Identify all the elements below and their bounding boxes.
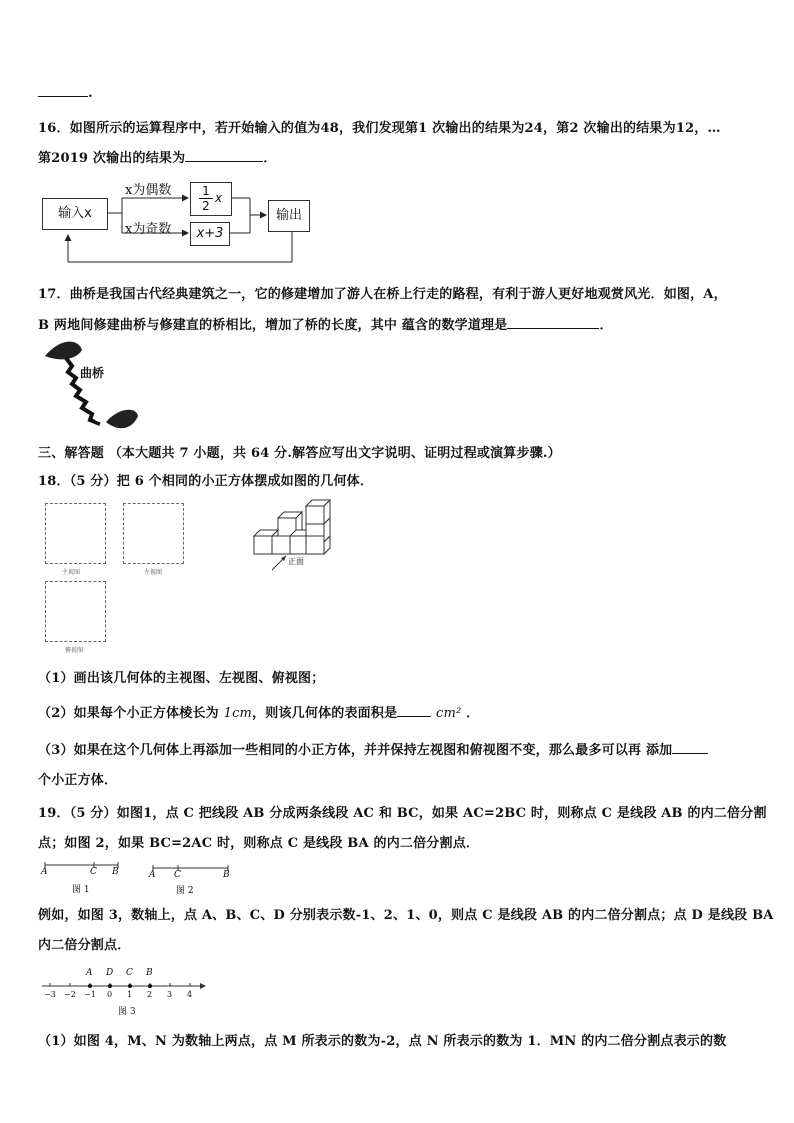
fig2-point-a: A xyxy=(149,870,156,880)
odd-condition: x为奇数 xyxy=(125,222,172,237)
q18-sub3-line2: 个小正方体． xyxy=(38,773,118,788)
q15-answer-line xyxy=(38,84,93,101)
q19-line2: 点；如图 2，如果 BC=2AC 时，则称点 C 是线段 BA 的内二倍分割点． xyxy=(38,836,480,851)
answer-blank[interactable] xyxy=(185,149,263,162)
fig3-tick-2: 2 xyxy=(147,990,153,999)
top-view-caption: 俯视图 xyxy=(65,647,84,654)
fig3-tick-neg2: −2 xyxy=(64,990,76,999)
input-box: 输入x xyxy=(42,198,108,230)
q16-line2-text: 第2019 次输出的结果为 xyxy=(38,151,186,166)
left-view-caption: 左视图 xyxy=(144,569,163,576)
fig2-point-c: C xyxy=(174,870,181,880)
fig3-tick-0: 0 xyxy=(107,990,113,999)
fig3-tick-3: 3 xyxy=(167,990,173,999)
fig3-tick-neg3: −3 xyxy=(44,990,56,999)
fraction-den: 2 xyxy=(202,199,210,213)
q17-line2 xyxy=(38,314,613,333)
bridge-illustration xyxy=(40,336,140,436)
answer-blank[interactable] xyxy=(507,316,599,329)
q18-unit: 1cm xyxy=(223,706,253,721)
flowchart xyxy=(40,178,320,268)
q18-sub3-text: （3）如果在这个几何体上再添加一些相同的小正方体，并并保持左视图和俯视图不变，那么最多可以再 添加 xyxy=(38,743,673,758)
q17-line2-text: B 两地间修建曲桥与修建直的桥相比，增加了桥的长度，其中 蕴含的数学道理是 xyxy=(38,318,508,333)
q19-sub1: （1）如图 4，M、N 为数轴上两点，点 M 所表示的数为-2，点 N 所表示的数为 1．MN 的内二倍分割点表示的数 xyxy=(38,1034,727,1049)
fig3-point-b: B xyxy=(146,968,153,978)
fig3-tick-4: 4 xyxy=(187,990,193,999)
fig1-point-a: A xyxy=(41,867,48,877)
fig2-point-b: B xyxy=(223,870,230,880)
front-direction-label: 正面 xyxy=(288,557,304,566)
q16-line2-end: ． xyxy=(263,151,277,166)
fraction-num: 1 xyxy=(199,184,213,199)
fig3-point-a: A xyxy=(86,968,93,978)
fig3-tick-1: 1 xyxy=(127,990,133,999)
q17-line1: 17．曲桥是我国古代经典建筑之一，它的修建增加了游人在桥上行走的路程，有利于游人更好地观赏风光．如图，A， xyxy=(38,287,727,302)
half-box xyxy=(190,182,232,216)
figure-3 xyxy=(38,966,208,1018)
front-view-box[interactable] xyxy=(45,503,106,564)
answer-blank[interactable] xyxy=(672,741,708,754)
q16-line2 xyxy=(38,147,277,166)
even-condition: x为偶数 xyxy=(125,183,172,198)
q18-sub2 xyxy=(38,702,479,721)
answer-blank[interactable] xyxy=(38,84,88,97)
figure-1 xyxy=(40,860,130,896)
q15-tail: . xyxy=(88,86,93,101)
q19-example-line2: 内二倍分割点． xyxy=(38,938,131,953)
q18-area-unit: cm² xyxy=(436,706,462,721)
section-title: 三、解答题 （本大题共 7 小题，共 64 分.解答应写出文字说明、证明过程或演算步骤.） xyxy=(38,446,561,461)
fraction-var: x xyxy=(215,191,223,205)
q18-sub2-end: ． xyxy=(466,706,480,721)
q18-sub2-mid: ，则该几何体的表面积是 xyxy=(252,706,398,721)
bridge-drawing xyxy=(40,336,140,436)
bridge-label: 曲桥 xyxy=(80,366,105,380)
q18-sub1: （1）画出该几何体的主视图、左视图、俯视图； xyxy=(38,671,325,686)
fig3-caption: 图 3 xyxy=(118,1007,136,1017)
fig3-point-d: D xyxy=(106,968,114,978)
cube-solid xyxy=(250,496,340,572)
q17-line2-end: ． xyxy=(599,318,613,333)
output-box: 输出 xyxy=(268,200,310,232)
q19-example-line1: 例如，如图 3，数轴上，点 A、B、C、D 分别表示数-1、2、1、0，则点 C 是线段 AB 的内二倍分割点；点 D 是线段 BA xyxy=(38,908,774,923)
fig1-point-b: B xyxy=(112,867,119,877)
front-view-caption: 主视图 xyxy=(62,569,81,576)
figure-2 xyxy=(148,863,238,899)
fig3-point-c: C xyxy=(126,968,133,978)
q18-sub2-text: （2）如果每个小正方体棱长为 xyxy=(38,706,219,721)
q18-stem: 18．（5 分）把 6 个相同的小正方体摆成如图的几何体． xyxy=(38,474,374,489)
q19-line1: 19．（5 分）如图1，点 C 把线段 AB 分成两条线段 AC 和 BC，如果 AC=2BC 时，则称点 C 是线段 AB 的内二倍分割 xyxy=(38,806,767,821)
top-view-box[interactable] xyxy=(45,581,106,642)
fig1-caption: 图 1 xyxy=(72,885,90,895)
answer-blank[interactable] xyxy=(397,704,431,717)
q18-sub3-line1 xyxy=(38,739,708,758)
q16-line1: 16．如图所示的运算程序中，若开始输入的值为48，我们发现第1 次输出的结果为24，第2 次输出的结果为12，… xyxy=(38,121,721,136)
left-view-box[interactable] xyxy=(123,503,184,564)
fig3-tick-neg1: −1 xyxy=(84,990,96,999)
fig2-caption: 图 2 xyxy=(176,886,194,896)
fig1-point-c: C xyxy=(90,867,97,877)
plus3-box: x+3 xyxy=(190,222,230,246)
